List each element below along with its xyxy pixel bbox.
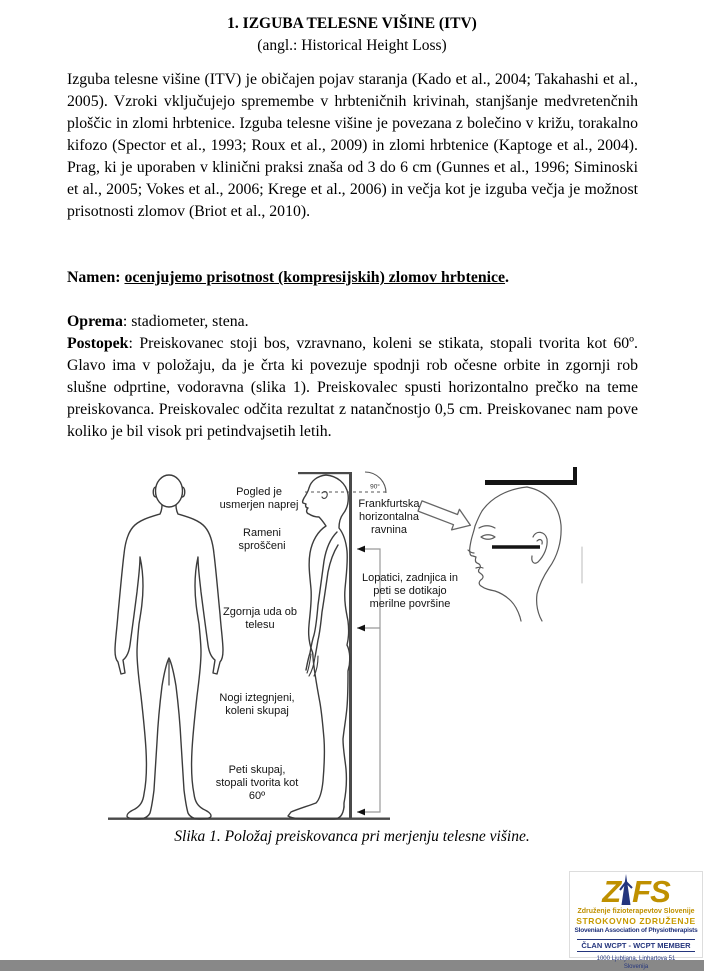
head-profile <box>468 487 582 621</box>
oprema-line <box>67 311 638 333</box>
oprema-separator: : <box>122 313 132 330</box>
logo-wcpt-member: ČLAN WCPT - WCPT MEMBER <box>577 939 694 952</box>
intro-text: Izguba telesne višine (ITV) je običajen pojav staranja (Kado et al., 2004; Takahashi et al., 2005). Vzroki vključujejo spremembe v hrbteničnih krivinah, stanjšanje medvretenčnih ploščic in zlomi hrbtenice. Izguba telesne višine je povezana z bolečino v križu, torakalno kifozo (Spector et al., 1993; Roux et al., 2009) in zlomi hrbtenice (Kaptoge et al., 2004). Prag, ki je uporaben v klinični praksi znaša od 3 do 6 cm (Gunnes et al., 1996; Siminoski et al., 2005; Vokes et al., 2006; Krege et al., 2006) in večja kot je izguba večja je možnost prisotnosti zlomov (Briot et al., 2010). <box>67 71 638 220</box>
postopek-value: Preiskovanec stoji bos, vzravnano, koleni se stikata, stopali tvorita kot 60º. Glavo ima v položaju, da je črta ki povezuje spodnji rob očesne orbite in zgornji rob slušne odprtine, vodoravna (slika 1). Preiskovalec spusti horizontalno prečko na teme preiskovanca. Preiskovalec odčita rezultat z natančnostjo 0,5 cm. Preiskovanec nam pove koliko je bil visok pri petindvajsetih letih. <box>67 335 638 440</box>
label-zgornja-uda: Zgornja uda ob telesu <box>223 606 297 631</box>
intro-paragraph <box>67 69 638 223</box>
page-title: 1. IZGUBA TELESNE VIŠINE (ITV) <box>227 15 477 32</box>
label-rameni: Rameni sproščeni <box>238 527 286 552</box>
bracket-arrow-middle <box>357 625 365 632</box>
page-subtitle: (angl.: Historical Height Loss) <box>257 37 447 54</box>
zfs-logo <box>569 871 703 970</box>
angle-label: 90° <box>370 483 380 491</box>
label-frankfurt-plane: Frankfurtska horizontalna ravnina <box>358 498 420 536</box>
postopek-label: Postopek <box>67 335 129 352</box>
oprema-value: stadiometer, stena. <box>131 313 249 330</box>
label-lopatici: Lopatici, zadnjica in peti se dotikajo merilne površine <box>361 572 458 610</box>
logo-address: 1000 Ljubljana, Linhartova 51 <box>596 956 676 962</box>
logo-country: Slovenija <box>623 964 649 970</box>
figure-caption: Slika 1. Položaj preiskovanca pri merjenju telesne višine. <box>174 828 530 845</box>
namen-suffix: . <box>505 269 509 286</box>
label-pogled: Pogled je usmerjen naprej <box>219 486 299 511</box>
figure-slika-1 <box>90 450 650 830</box>
label-peti: Peti skupaj, stopali tvorita kot 60º <box>215 764 299 802</box>
zfs-logo-mark <box>570 873 702 907</box>
ground-line <box>108 818 390 820</box>
stadiometer-bar-icon <box>485 467 577 485</box>
logo-association-name-en: Slovenian Association of Physiotherapists <box>574 927 698 934</box>
label-nogi: Nogi iztegnjeni, koleni skupaj <box>219 692 295 717</box>
postopek-separator: : <box>128 335 140 352</box>
oprema-label: Oprema <box>67 313 123 330</box>
namen-label: Namen <box>67 269 116 286</box>
namen-line <box>67 267 638 289</box>
bracket-arrow-bottom <box>357 809 365 816</box>
logo-association-name-sl: Združenje fizioterapevtov Slovenije <box>577 908 695 915</box>
namen-value: ocenjujemo prisotnost (kompresijskih) zlomov hrbtenice <box>124 269 506 286</box>
bracket-arrow-top <box>357 546 365 553</box>
namen-separator: : <box>115 269 125 286</box>
stadiometer-headpiece-line <box>298 472 352 474</box>
zfs-letter-z: Z <box>602 874 621 909</box>
postopek-paragraph <box>67 333 638 443</box>
zfs-letter-fs: FS <box>632 874 670 909</box>
logo-strokovno: STROKOVNO ZDRUŽENJE <box>576 916 696 926</box>
